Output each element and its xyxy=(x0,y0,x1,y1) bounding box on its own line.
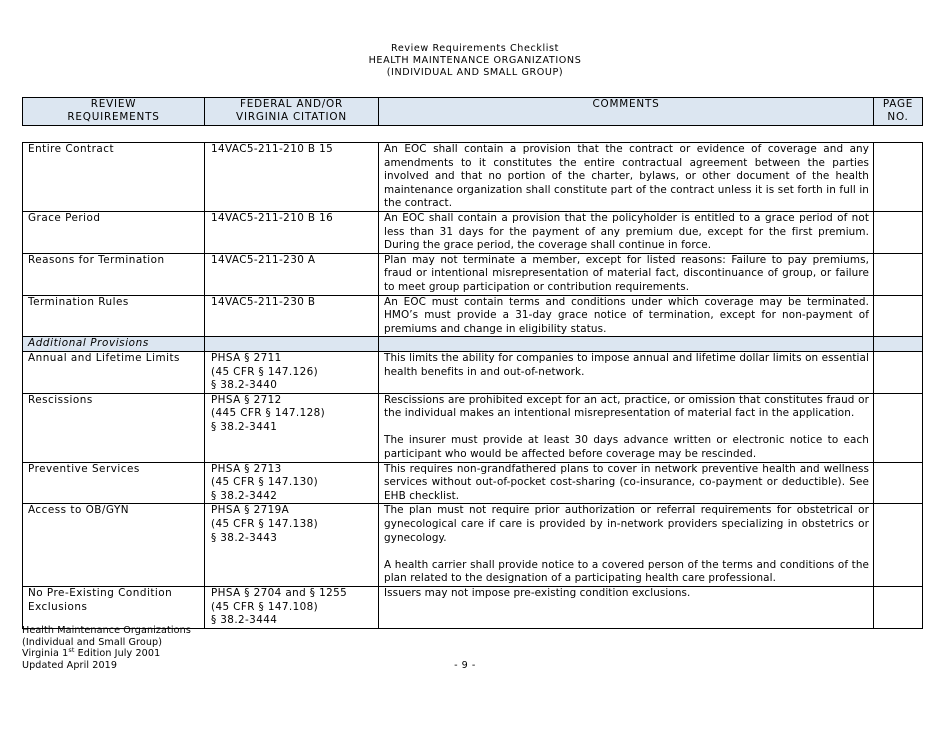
table-row xyxy=(23,211,923,253)
citation-cell xyxy=(205,587,379,629)
title-line-3: (INDIVIDUAL AND SMALL GROUP) xyxy=(386,67,564,78)
page-no-cell[interactable] xyxy=(874,504,923,587)
requirement-cell: Annual and Lifetime Limits xyxy=(23,351,205,393)
requirement-cell: Entire Contract xyxy=(23,143,205,212)
table-row xyxy=(23,462,923,504)
comment-paragraph: Issuers may not impose pre-existing condition exclusions. xyxy=(384,587,691,599)
citation-line: § 38.2-3441 xyxy=(211,420,278,433)
section-empty-cell xyxy=(205,337,379,352)
header-citation xyxy=(205,98,379,126)
requirement-cell: Preventive Services xyxy=(23,462,205,504)
header-col1-line1: REVIEW xyxy=(90,98,137,110)
header-col3: COMMENTS xyxy=(592,98,660,110)
table-row xyxy=(23,143,923,212)
citation-cell xyxy=(205,143,379,212)
citation-line: PHSA § 2719A xyxy=(211,504,290,517)
citation-cell xyxy=(205,253,379,295)
citation-cell xyxy=(205,462,379,504)
comments-cell xyxy=(379,143,874,212)
citation-cell xyxy=(205,351,379,393)
page-no-cell[interactable] xyxy=(874,587,923,629)
comments-cell xyxy=(379,211,874,253)
header-page-no xyxy=(874,98,923,126)
section-empty-cell xyxy=(379,337,874,352)
header-col4-line2: NO. xyxy=(887,111,909,124)
citation-line: § 38.2-3443 xyxy=(211,531,278,544)
page-number: - 9 - xyxy=(454,660,476,671)
citation-line: PHSA § 2711 xyxy=(211,351,282,364)
citation-cell xyxy=(205,295,379,337)
footer-line-3 xyxy=(22,648,191,660)
citation-line: § 38.2-3440 xyxy=(211,379,278,392)
requirement-cell: No Pre-Existing Condition Exclusions xyxy=(23,587,205,629)
header-review-requirements xyxy=(23,98,205,126)
page-no-cell[interactable] xyxy=(874,253,923,295)
comment-paragraph: An EOC must contain terms and conditions under which coverage may be terminated. HMO’s must provide a 31-day grace notice of termination, except for non-payment of premiums and change in eligibility status. xyxy=(384,295,869,335)
section-empty-cell xyxy=(874,337,923,352)
citation-line: PHSA § 2713 xyxy=(211,462,282,475)
page-no-cell[interactable] xyxy=(874,462,923,504)
comments-cell xyxy=(379,295,874,337)
title-line-1: Review Requirements Checklist xyxy=(390,43,560,54)
comment-paragraph: An EOC shall contain a provision that the contract or evidence of coverage and any amendments to it constitutes the entire contractual agreement between the parties involved and that no portion of the charter, bylaws, or other document of the health maintenance organization shall constitute part of the contract unless it is set forth in full in the contract. xyxy=(384,143,869,210)
footer-line-2: (Individual and Small Group) xyxy=(22,636,163,648)
comments-cell xyxy=(379,253,874,295)
footer-line-3-pre: Virginia 1 xyxy=(22,648,69,660)
comment-paragraph: The plan must not require prior authorization or referral requirements for obstetrical or gynecological care if care is provided by in-network providers specializing in obstetrics or gynecology. xyxy=(384,504,869,544)
citation-line: 14VAC5-211-230 A xyxy=(211,253,316,266)
table-row xyxy=(23,587,923,629)
table-row xyxy=(23,504,923,587)
comment-paragraph: A health carrier shall provide notice to a covered person of the terms and conditions of the plan related to the designation of a participating health care professional. xyxy=(384,558,869,585)
footer-line-3-post: Edition July 2001 xyxy=(74,648,161,660)
requirement-cell: Reasons for Termination xyxy=(23,253,205,295)
requirement-cell: Grace Period xyxy=(23,211,205,253)
footer xyxy=(22,625,191,671)
citation-cell xyxy=(205,211,379,253)
page-no-cell[interactable] xyxy=(874,351,923,393)
comment-paragraph: The insurer must provide at least 30 days advance written or electronic notice to each participant who would be affected before coverage may be rescinded. xyxy=(384,434,869,461)
citation-line: 14VAC5-211-230 B xyxy=(211,295,316,308)
requirement-cell: Rescissions xyxy=(23,393,205,462)
header-row xyxy=(23,98,923,126)
checklist-body xyxy=(23,143,923,629)
comments-cell xyxy=(379,462,874,504)
checklist-table xyxy=(22,142,923,629)
citation-line: PHSA § 2712 xyxy=(211,393,282,406)
table-row xyxy=(23,393,923,462)
citation-cell xyxy=(205,504,379,587)
comments-cell xyxy=(379,393,874,462)
page-no-cell[interactable] xyxy=(874,393,923,462)
footer-line-3-sup: st xyxy=(68,646,75,654)
requirement-cell: Termination Rules xyxy=(23,295,205,337)
citation-line: (45 CFR § 147.126) xyxy=(211,365,319,378)
footer-line-1: Health Maintenance Organizations xyxy=(22,625,191,636)
page-no-cell[interactable] xyxy=(874,143,923,212)
citation-line: § 38.2-3442 xyxy=(211,489,278,502)
citation-cell xyxy=(205,393,379,462)
comment-paragraph: This requires non-grandfathered plans to cover in network preventive health and wellness services without out-of-pocket cost-sharing (co-insurance, co-payment or deductible). See EHB checklist. xyxy=(384,462,869,502)
citation-line: § 38.2-3444 xyxy=(211,614,278,627)
citation-line: (45 CFR § 147.130) xyxy=(211,476,319,489)
checklist-header xyxy=(22,97,923,126)
citation-line: 14VAC5-211-210 B 15 xyxy=(211,143,334,155)
table-row xyxy=(23,295,923,337)
comment-paragraph: Plan may not terminate a member, except for listed reasons: Failure to pay premiums, fraud or intentional misrepresentation of material fact, discontinuance of group, or failure to meet group participation or contribution requirements. xyxy=(384,253,869,293)
section-row xyxy=(23,337,923,352)
header-col2-line1: FEDERAL AND/OR xyxy=(239,98,344,110)
citation-line: 14VAC5-211-210 B 16 xyxy=(211,211,334,224)
requirement-cell: Access to OB/GYN xyxy=(23,504,205,587)
header-col2-line2: VIRGINIA CITATION xyxy=(236,111,347,124)
section-label: Additional Provisions xyxy=(23,337,205,352)
header-comments xyxy=(379,98,874,126)
table-row xyxy=(23,253,923,295)
comment-paragraph: An EOC shall contain a provision that the policyholder is entitled to a grace period of not less than 31 days for the payment of any premium due, except for the first premium. During the grace period, the coverage shall continue in force. xyxy=(384,211,869,252)
citation-line: (45 CFR § 147.138) xyxy=(211,518,319,531)
page-no-cell[interactable] xyxy=(874,211,923,253)
title-line-2: HEALTH MAINTENANCE ORGANIZATIONS xyxy=(368,55,582,66)
comment-paragraph: This limits the ability for companies to impose annual and lifetime dollar limits on essential health benefits in and out-of-network. xyxy=(384,351,869,378)
table-row xyxy=(23,351,923,393)
page-no-cell[interactable] xyxy=(874,295,923,337)
comments-cell xyxy=(379,351,874,393)
header-col1-line2: REQUIREMENTS xyxy=(67,111,160,124)
footer-line-4: Updated April 2019 xyxy=(22,659,118,671)
citation-line: PHSA § 2704 and § 1255 xyxy=(211,587,348,599)
document-title xyxy=(0,43,950,79)
comments-cell xyxy=(379,587,874,629)
comments-cell xyxy=(379,504,874,587)
citation-line: (445 CFR § 147.128) xyxy=(211,407,326,420)
header-col4-line1: PAGE xyxy=(882,98,914,110)
citation-line: (45 CFR § 147.108) xyxy=(211,600,319,613)
comment-paragraph: Rescissions are prohibited except for an act, practice, or omission that constitutes fraud or the individual makes an intentional misrepresentation of material fact in the application. xyxy=(384,393,869,420)
